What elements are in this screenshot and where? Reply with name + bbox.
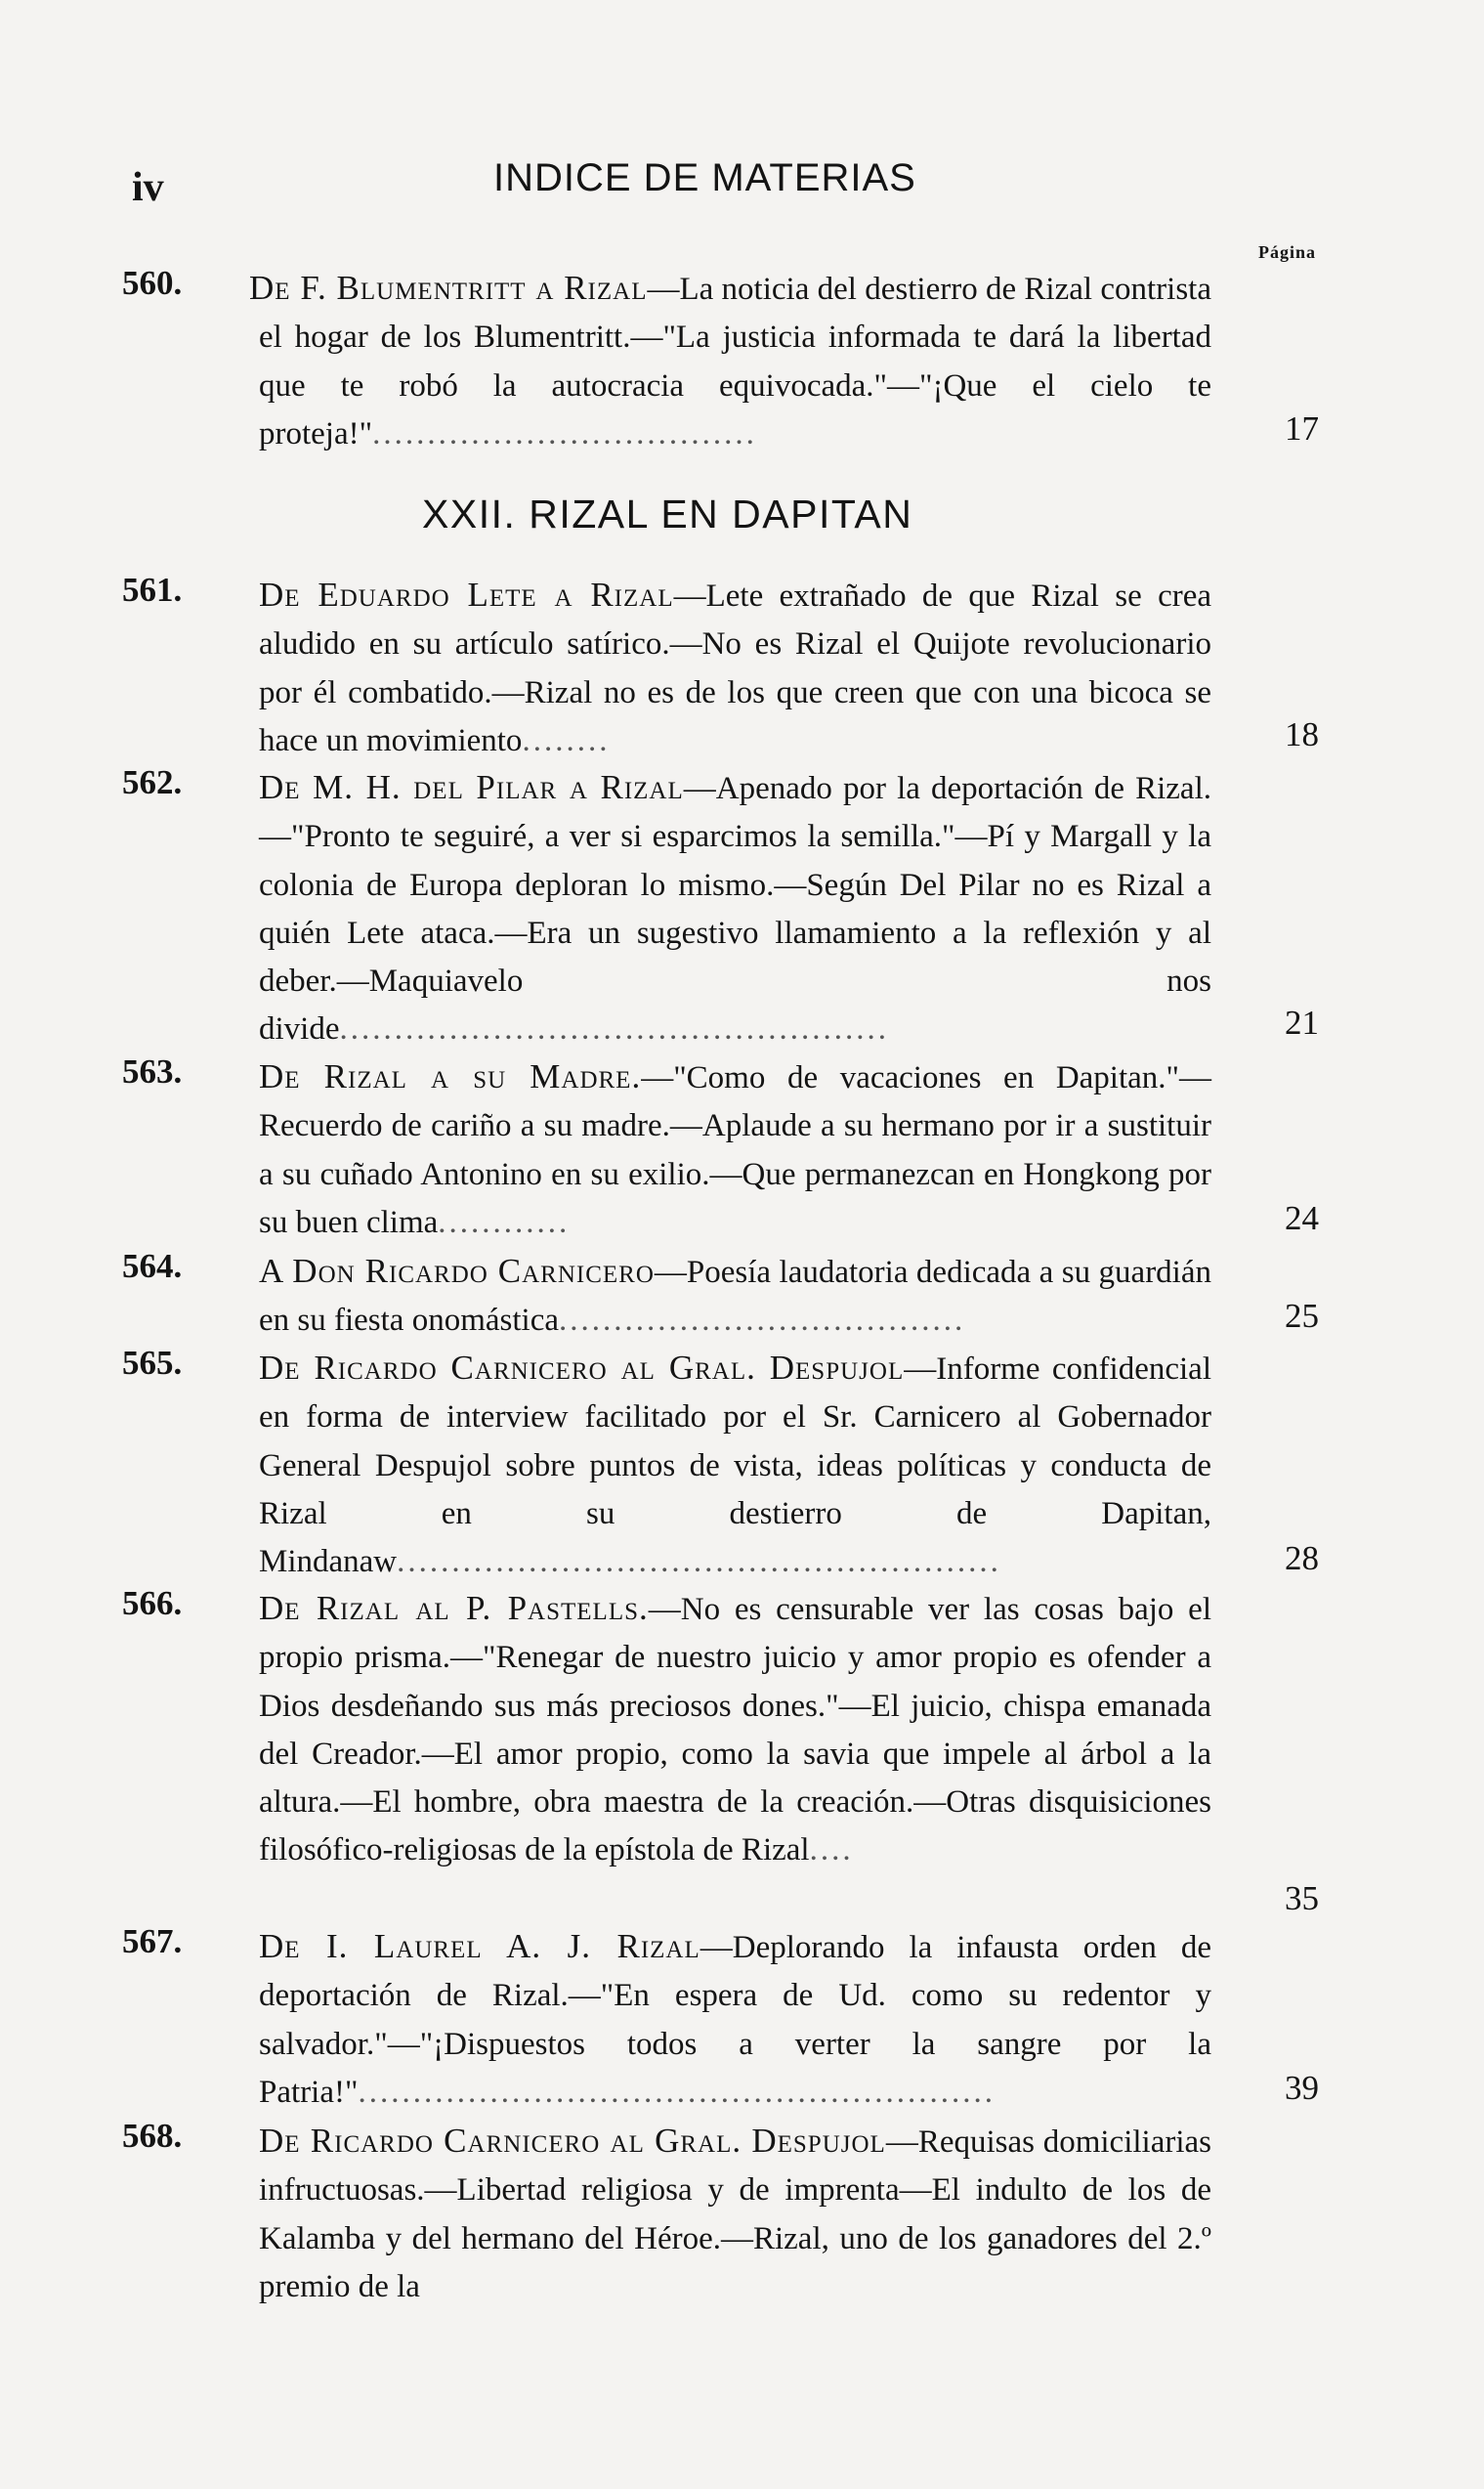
entry-description: —Requisas domiciliarias infructuosas.—Libertad religiosa y de imprenta—El indulto de los de Kalamba y del hermano del Héroe.—Rizal, uno de los ganadores del 2.º premio de la <box>259 2124 1211 2304</box>
entry-page: 39 <box>1285 2069 1319 2107</box>
entry-description: —Poesía laudatoria dedicada a su guardián en su fiesta onomástica <box>259 1255 1211 1339</box>
dot-leader: ................................... <box>372 415 757 451</box>
entry-text <box>249 264 1211 458</box>
section-title: XXII. RIZAL EN DAPITAN <box>422 492 913 536</box>
entry-number: 561. <box>122 571 183 609</box>
entry-page: 24 <box>1285 1199 1319 1237</box>
dot-leader: ........ <box>522 722 611 758</box>
entry-page: 18 <box>1285 715 1319 753</box>
entry-number: 565. <box>122 1344 183 1382</box>
dot-leader: .................................................. <box>339 1011 889 1048</box>
entry-heading: De Ricardo Carnicero al Gral. Despujol <box>259 1349 905 1387</box>
index-entry <box>122 2117 1211 2311</box>
entry-description: —"Como de vacaciones en Dapitan."—Recuerdo de cariño a su madre.—Aplaude a su hermano por ir a sustituir a su cuñado Antonino en su exilio.—Que permanezcan en Hongkong por su buen clima <box>259 1060 1211 1240</box>
entry-number: 560. <box>122 264 183 302</box>
page-number: iv <box>132 165 164 210</box>
dot-leader: ............ <box>438 1204 571 1240</box>
entry-heading: De I. Laurel A. J. Rizal <box>259 1927 700 1965</box>
entry-heading: De Ricardo Carnicero al Gral. Despujol <box>259 2122 886 2160</box>
index-entry <box>122 1247 1319 1346</box>
entry-heading: De Rizal al P. Pastells. <box>259 1589 649 1627</box>
entry-heading: A Don Ricardo Carnicero <box>259 1252 655 1290</box>
entry-number: 563. <box>122 1052 183 1091</box>
entry-page: 17 <box>1285 409 1319 448</box>
entry-description: —Lete extrañado de que Rizal se crea aludido en su artículo satírico.—No es Rizal el Quijote revolucionario por él combatido.—Rizal no es de los que creen que con una bicoca se hace un movimiento <box>259 579 1212 758</box>
entry-heading: De Eduardo Lete a Rizal <box>259 576 674 614</box>
entry-text <box>259 1247 1211 1346</box>
index-entry <box>122 1922 1319 2117</box>
dot-leader: .......................................................... <box>358 2074 996 2110</box>
entry-number: 566. <box>122 1584 183 1622</box>
index-entry <box>122 1052 1319 1247</box>
entry-heading: De Rizal a su Madre. <box>259 1057 642 1095</box>
entry-description: —La noticia del destierro de Rizal contrista el hogar de los Blumentritt.—"La justicia informada te dará la libertad que te robó la autocracia equivocada."—"¡Que el cielo te proteja!" <box>259 272 1211 451</box>
index-entry <box>122 763 1319 1054</box>
index-entry <box>122 264 1319 458</box>
entry-text <box>259 2117 1211 2311</box>
dot-leader: ....................................................... <box>397 1544 1001 1580</box>
entry-description: —Informe confidencial en forma de interview facilitado por el Sr. Carnicero al Gobernador General Despujol sobre puntos de vista, ideas políticas y conducta de Rizal en su destierro de Dapitan, Mindanaw <box>259 1352 1211 1580</box>
entry-text <box>259 571 1211 765</box>
dot-leader: .... <box>809 1832 854 1868</box>
entry-text <box>259 763 1211 1054</box>
dot-leader: ..................................... <box>559 1303 966 1339</box>
entry-number: 562. <box>122 763 183 801</box>
entry-description: —Apenado por la deportación de Rizal.—"Pronto te seguiré, a ver si esparcimos la semilla."—Pí y Margall y la colonia de Europa deploran lo mismo.—Según Del Pilar no es Rizal a quién Lete ataca.—Era un sugestivo llamamiento a la reflexión y al deber.—Maquiavelo nos divide <box>259 771 1211 1048</box>
entry-page: 28 <box>1285 1539 1319 1577</box>
entry-description: —No es censurable ver las cosas bajo el propio prisma.—"Renegar de nuestro juicio y amor propio es ofender a Dios desdeñando sus más preciosos dones."—El juicio, chispa emanada del Creador.—El amor propio, como la savia que impele al árbol a la altura.—El hombre, obra maestra de la creación.—Otras disquisiciones filosófico-religiosas de la epístola de Rizal <box>259 1592 1212 1868</box>
entry-page: 21 <box>1285 1004 1319 1042</box>
index-entry <box>122 571 1319 765</box>
running-title: INDICE DE MATERIAS <box>493 156 916 199</box>
entry-text <box>259 1052 1211 1247</box>
entry-number: 567. <box>122 1922 183 1960</box>
entry-number: 564. <box>122 1247 183 1285</box>
page-column-label: Página <box>1258 242 1317 262</box>
entry-text <box>259 1922 1211 2117</box>
entry-description: —Deplorando la infausta orden de deportación de Rizal.—"En espera de Ud. como su redentor y salvador."—"¡Dispuestos todos a verter la sangre por la Patria!" <box>259 1930 1211 2110</box>
entry-page: 35 <box>1285 1879 1319 1917</box>
entry-number: 568. <box>122 2117 183 2155</box>
entry-heading: De F. Blumentritt a Rizal <box>249 269 648 307</box>
entry-text <box>259 1344 1211 1586</box>
entry-page: 25 <box>1285 1297 1319 1335</box>
index-entry <box>122 1344 1319 1586</box>
entry-heading: De M. H. del Pilar a Rizal <box>259 768 684 806</box>
entry-text <box>259 1584 1211 1875</box>
index-entry <box>122 1584 1319 1917</box>
